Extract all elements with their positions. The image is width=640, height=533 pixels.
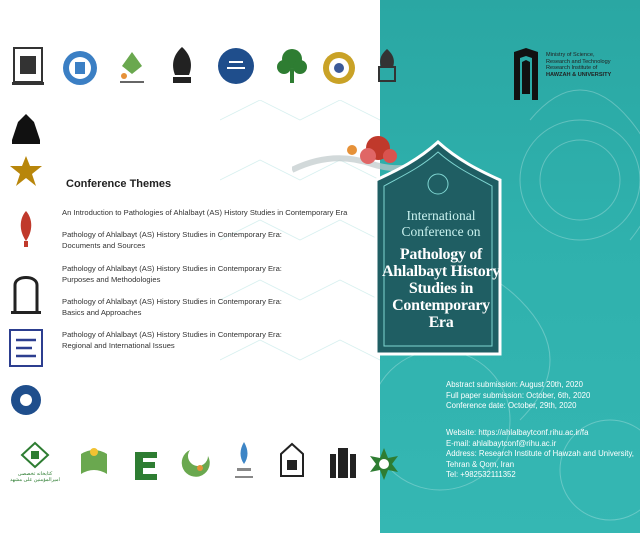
calligraphy-box-logo xyxy=(6,326,46,370)
website-link[interactable]: Website: https://ahlalbaytconf.rihu.ac.ir/fa xyxy=(446,428,589,437)
phone-number: Tel: +982532111352 xyxy=(446,470,516,480)
baqir-ulum-logo xyxy=(272,440,312,488)
theme-subline: Documents and Sources xyxy=(62,241,146,250)
arch-emblem-logo xyxy=(6,266,46,316)
blue-circle-logo xyxy=(6,380,46,420)
themes-heading: Conference Themes xyxy=(66,178,172,190)
contact-info xyxy=(446,428,640,481)
theme-item xyxy=(62,296,362,318)
title-line: Era xyxy=(428,314,454,331)
book-logo xyxy=(74,442,114,486)
blue-shield-logo xyxy=(60,46,100,90)
paper-date: Full paper submission: October, 6th, 2020 xyxy=(446,390,591,400)
address-line: Address: Research Institute of Hawzah and University, xyxy=(446,449,634,459)
title-line: Ahlalbayt History xyxy=(381,263,501,280)
library-logo-label: کتابخانه تخصصی امیرالمؤمنین علی مشهد xyxy=(10,471,60,483)
address-line: Tehran & Qom, Iran xyxy=(446,459,515,469)
theme-line: Pathology of Ahlalbayt (AS) History Studies in Contemporary Era: xyxy=(62,330,282,339)
ministry-line-bold: HAWZAH & UNIVERSITY xyxy=(546,71,612,78)
title-line: Studies in xyxy=(408,280,474,297)
ministry-line: Ministry of Science, xyxy=(546,52,595,58)
history-association-logo xyxy=(224,436,264,490)
dome-emblem-logo xyxy=(164,44,200,90)
star-ornament-logo xyxy=(6,152,46,196)
intro-line: International xyxy=(406,208,476,223)
library-logo xyxy=(8,434,62,490)
theme-line: An Introduction to Pathologies of Ahlalbayt (AS) History Studies in Contemporary Era xyxy=(62,208,348,217)
theme-subline: Regional and International Issues xyxy=(62,341,175,350)
important-dates xyxy=(446,380,640,412)
green-star-logo xyxy=(364,442,404,486)
theme-subline: Basics and Approaches xyxy=(62,308,142,317)
crescent-logo xyxy=(176,442,216,486)
theme-subline: Purposes and Methodologies xyxy=(62,275,161,284)
title-line: Contemporary xyxy=(392,297,490,314)
ministry-line: Research and Technology xyxy=(546,58,611,65)
ministry-text xyxy=(546,52,638,78)
conference-intro xyxy=(372,208,510,240)
black-dome-logo xyxy=(6,108,46,148)
abstract-date: Abstract submission: August 20th, 2020 xyxy=(446,380,583,389)
theme-item xyxy=(62,263,362,285)
tehran-university-logo xyxy=(216,44,256,88)
ministry-line: Research Institute of xyxy=(546,65,598,72)
mosque-emblem-logo xyxy=(372,46,402,90)
theme-item xyxy=(62,329,362,351)
conference-title xyxy=(372,246,510,331)
calligraphic-emblem-logo xyxy=(314,442,366,486)
green-tree-logo xyxy=(272,44,312,90)
theme-item xyxy=(62,229,362,251)
iran-emblem-logo xyxy=(6,206,46,252)
theme-line: Pathology of Ahlalbayt (AS) History Studies in Contemporary Era: xyxy=(62,297,282,306)
intro-line: Conference on xyxy=(401,224,481,239)
email-link[interactable]: E-mail: ahlalbaytconf@rihu.ac.ir xyxy=(446,438,557,448)
theme-item xyxy=(62,207,362,218)
green-calligraphy-logo xyxy=(112,46,152,88)
conference-date: Conference date: October, 29th, 2020 xyxy=(446,401,577,411)
title-line: Pathology of xyxy=(399,246,483,263)
green-letter-logo xyxy=(126,442,166,486)
gold-seal-logo xyxy=(320,48,358,88)
university-crest-logo xyxy=(8,42,48,90)
theme-line: Pathology of Ahlalbayt (AS) History Studies in Contemporary Era: xyxy=(62,230,282,239)
theme-line: Pathology of Ahlalbayt (AS) History Studies in Contemporary Era: xyxy=(62,264,282,273)
